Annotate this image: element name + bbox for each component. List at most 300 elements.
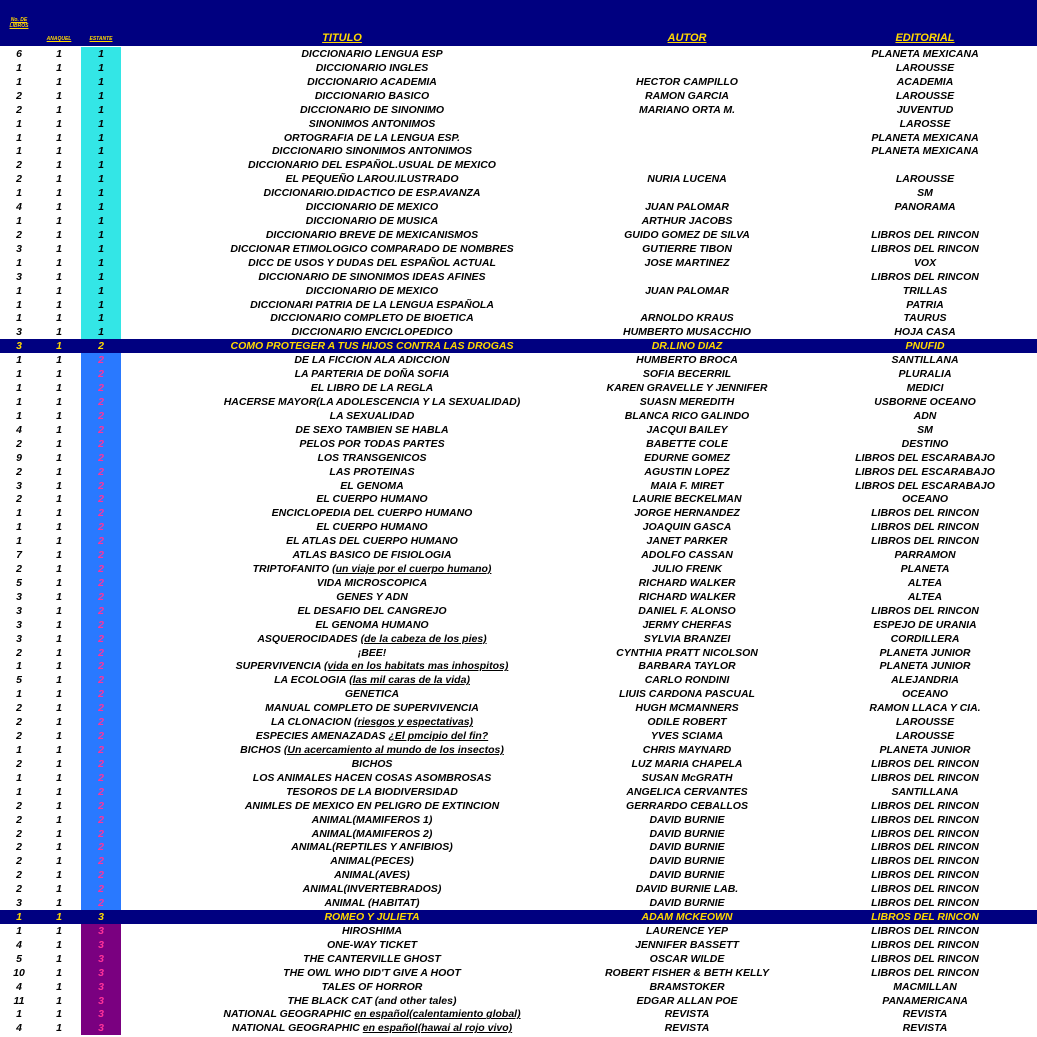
cell-no-libros: 2 <box>16 437 22 450</box>
table-row <box>0 1021 1037 1035</box>
cell-editorial: LIBROS DEL RINCON <box>871 270 979 283</box>
cell-titulo: EL GENOMA <box>340 479 404 492</box>
cell-autor <box>560 270 814 284</box>
table-row <box>0 311 1037 325</box>
table-row <box>0 729 1037 743</box>
table-row <box>0 89 1037 103</box>
cell-autor <box>560 298 814 312</box>
cell-no-libros: 1 <box>16 75 22 88</box>
cell-estante: 3 <box>81 1021 121 1035</box>
cell-editorial: TAURUS <box>903 312 947 325</box>
cell-editorial: PLURALIA <box>898 368 952 381</box>
cell-editorial: ALTEA <box>907 576 943 589</box>
cell-editorial: LIBROS DEL RINCON <box>871 521 979 534</box>
cell-estante: 2 <box>81 395 121 409</box>
cell-no-libros: 3 <box>16 632 22 645</box>
cell-estante: 2 <box>81 353 121 367</box>
cell-estante: 3 <box>81 994 121 1008</box>
cell-autor: ANGELICA CERVANTES <box>626 785 748 798</box>
cell-anaquel: 1 <box>56 1022 62 1035</box>
cell-no-libros: 4 <box>16 1022 22 1035</box>
cell-no-libros: 2 <box>16 716 22 729</box>
table-row <box>0 103 1037 117</box>
cell-autor: JANET PARKER <box>646 535 728 548</box>
cell-anaquel: 1 <box>56 632 62 645</box>
cell-autor: JOSE MARTINEZ <box>644 256 730 269</box>
cell-anaquel: 1 <box>56 312 62 325</box>
cell-anaquel: 1 <box>56 604 62 617</box>
cell-no-libros: 1 <box>16 1008 22 1021</box>
cell-no-libros: 4 <box>16 201 22 214</box>
cell-titulo: DICCIONARIO DE SINONIMO <box>299 103 445 116</box>
cell-estante: 2 <box>81 896 121 910</box>
cell-autor: BARBARA TAYLOR <box>638 660 736 673</box>
cell-autor: ADOLFO CASSAN <box>641 549 733 562</box>
cell-editorial: PLANETA MEXICANA <box>871 145 979 158</box>
header-anaquel: ANAQUEL <box>46 36 72 42</box>
cell-titulo: ANIMAL(MAMIFEROS 1) <box>311 813 433 826</box>
cell-estante: 1 <box>81 325 121 339</box>
cell-estante: 2 <box>81 757 121 771</box>
cell-anaquel: 1 <box>56 785 62 798</box>
cell-no-libros: 1 <box>16 744 22 756</box>
cell-titulo: ONE-WAY TICKET <box>326 938 418 951</box>
cell-no-libros: 2 <box>16 827 22 840</box>
table-row <box>0 353 1037 367</box>
cell-editorial: REVISTA <box>902 1022 948 1035</box>
cell-no-libros: 1 <box>16 61 22 74</box>
cell-estante: 2 <box>81 646 121 660</box>
cell-estante: 2 <box>81 548 121 562</box>
cell-autor: BLANCA RICO GALINDO <box>624 409 750 422</box>
cell-anaquel: 1 <box>56 382 62 395</box>
cell-no-libros: 2 <box>16 159 22 172</box>
table-row <box>0 673 1037 687</box>
cell-titulo: DE SEXO TAMBIEN SE HABLA <box>295 423 449 436</box>
cell-estante: 2 <box>81 409 121 423</box>
cell-autor: DAVID BURNIE LAB. <box>635 883 739 896</box>
cell-editorial: SM <box>917 423 933 436</box>
cell-no-libros: 1 <box>16 507 22 520</box>
cell-titulo: EL DESAFIO DEL CANGREJO <box>297 604 447 617</box>
table-row <box>0 743 1037 757</box>
cell-anaquel: 1 <box>56 117 62 130</box>
cell-no-libros: 10 <box>13 966 25 979</box>
cell-no-libros: 2 <box>16 883 22 896</box>
table-row <box>0 395 1037 409</box>
table-row <box>0 270 1037 284</box>
cell-estante: 3 <box>81 924 121 938</box>
cell-no-libros: 2 <box>16 465 22 478</box>
cell-editorial: DESTINO <box>901 437 949 450</box>
cell-estante: 2 <box>81 492 121 506</box>
table-row <box>0 451 1037 465</box>
cell-titulo: ANIMAL(INVERTEBRADOS) <box>302 883 442 896</box>
cell-estante: 3 <box>81 952 121 966</box>
cell-no-libros: 2 <box>16 228 22 241</box>
cell-anaquel: 1 <box>56 799 62 812</box>
cell-titulo: TESOROS DE LA BIODIVERSIDAD <box>286 785 458 798</box>
cell-anaquel: 1 <box>56 660 62 673</box>
table-row <box>0 562 1037 576</box>
cell-anaquel: 1 <box>56 173 62 186</box>
cell-estante: 3 <box>81 938 121 952</box>
cell-editorial: PNUFID <box>905 340 945 353</box>
cell-autor: DANIEL F. ALONSO <box>638 604 736 617</box>
cell-no-libros: 1 <box>16 256 22 269</box>
cell-autor: DAVID BURNIE <box>649 841 725 854</box>
cell-no-libros: 1 <box>16 382 22 395</box>
cell-estante: 2 <box>81 618 121 632</box>
cell-no-libros: 3 <box>16 242 22 255</box>
cell-editorial: LIBROS DEL RINCON <box>871 771 979 784</box>
cell-no-libros: 1 <box>16 312 22 325</box>
cell-estante: 2 <box>81 840 121 854</box>
cell-editorial: JUVENTUD <box>896 103 954 116</box>
cell-titulo: DICCIONARIO INGLES <box>315 61 429 74</box>
cell-titulo: HIROSHIMA <box>341 924 403 937</box>
cell-no-libros: 1 <box>16 771 22 784</box>
cell-autor: DAVID BURNIE <box>649 813 725 826</box>
cell-autor: OSCAR WILDE <box>649 952 725 965</box>
cell-autor: JACQUI BAILEY <box>646 423 728 436</box>
cell-no-libros: 4 <box>16 980 22 993</box>
cell-titulo: SUPERVIVENCIA (vida en los habitats mas inhospitos) <box>235 660 509 673</box>
cell-no-libros: 1 <box>16 187 22 200</box>
cell-estante: 2 <box>81 381 121 395</box>
cell-no-libros: 1 <box>16 409 22 422</box>
cell-editorial: ACADEMIA <box>896 75 954 88</box>
cell-titulo-subtitle: (un viaje por el cuerpo humano) <box>332 563 492 576</box>
cell-editorial: PARRAMON <box>894 549 956 562</box>
cell-titulo: DICCIONARIO.DIDACTICO DE ESP.AVANZA <box>263 187 481 200</box>
cell-anaquel: 1 <box>56 48 62 60</box>
cell-anaquel: 1 <box>56 771 62 784</box>
header-estante: ESTANTE <box>89 36 113 42</box>
cell-no-libros: 9 <box>16 451 22 464</box>
cell-no-libros: 3 <box>16 326 22 339</box>
cell-titulo: ANIMAL(REPTILES Y ANFIBIOS) <box>291 841 453 854</box>
cell-anaquel: 1 <box>56 966 62 979</box>
table-row <box>0 590 1037 604</box>
cell-editorial: PLANETA MEXICANA <box>871 131 979 144</box>
cell-anaquel: 1 <box>56 590 62 603</box>
table-row <box>0 980 1037 994</box>
cell-anaquel: 1 <box>56 855 62 868</box>
cell-titulo-subtitle: en español(calentamiento global) <box>354 1008 521 1021</box>
cell-titulo: DICCIONARIO BASICO <box>314 89 430 102</box>
header-titulo: TITULO <box>322 32 362 44</box>
cell-anaquel: 1 <box>56 813 62 826</box>
cell-editorial: SM <box>917 187 933 200</box>
table-row <box>0 325 1037 339</box>
cell-estante: 1 <box>81 256 121 270</box>
cell-anaquel: 1 <box>56 131 62 144</box>
cell-no-libros: 2 <box>16 493 22 506</box>
cell-autor: JENNIFER BASSETT <box>635 938 739 951</box>
cell-estante: 3 <box>81 966 121 980</box>
cell-anaquel: 1 <box>56 883 62 896</box>
cell-no-libros: 4 <box>16 423 22 436</box>
cell-titulo: DICCIONAR ETIMOLOGICO COMPARADO DE NOMBRES <box>230 242 514 255</box>
cell-estante: 1 <box>81 200 121 214</box>
cell-autor: NURIA LUCENA <box>647 173 727 186</box>
cell-autor: SOFIA BECERRIL <box>642 368 732 381</box>
cell-no-libros: 1 <box>16 131 22 144</box>
cell-no-libros: 2 <box>16 869 22 882</box>
cell-autor: MAIA F. MIRET <box>650 479 724 492</box>
cell-estante: 2 <box>81 437 121 451</box>
table-row <box>0 715 1037 729</box>
cell-titulo: DICCIONARIO DE SINONIMOS IDEAS AFINES <box>258 270 486 283</box>
cell-estante: 3 <box>81 1007 121 1021</box>
cell-titulo: DICCIONARI PATRIA DE LA LENGUA ESPAÑOLA <box>250 298 494 311</box>
cell-anaquel: 1 <box>56 61 62 74</box>
cell-no-libros: 2 <box>16 702 22 715</box>
table-row <box>0 520 1037 534</box>
cell-titulo: THE BLACK CAT (and other tales) <box>287 994 457 1007</box>
cell-autor: ADAM MCKEOWN <box>641 911 733 924</box>
cell-editorial: TRILLAS <box>902 284 948 297</box>
cell-titulo: DICCIONARIO DE MEXICO <box>305 284 439 297</box>
cell-titulo: COMO PROTEGER A TUS HIJOS CONTRA LAS DROGAS <box>230 340 514 353</box>
table-row <box>0 938 1037 952</box>
table-row <box>0 214 1037 228</box>
cell-titulo: ANIMAL(MAMIFEROS 2) <box>311 827 433 840</box>
cell-editorial: PATRIA <box>906 298 944 311</box>
table-row <box>0 757 1037 771</box>
cell-no-libros: 2 <box>16 646 22 659</box>
cell-editorial: PANORAMA <box>894 201 956 214</box>
cell-autor: JORGE HERNANDEZ <box>634 507 740 520</box>
cell-estante: 1 <box>81 311 121 325</box>
cell-no-libros: 2 <box>16 841 22 854</box>
cell-autor: EDGAR ALLAN POE <box>636 994 738 1007</box>
table-row <box>0 701 1037 715</box>
cell-no-libros: 3 <box>16 590 22 603</box>
table-row <box>0 47 1037 61</box>
cell-no-libros: 2 <box>16 855 22 868</box>
cell-autor: AGUSTIN LOPEZ <box>644 465 730 478</box>
header-no-libros: No. DE LIBROS <box>9 17 29 29</box>
cell-autor: SYLVIA BRANZEI <box>643 632 731 645</box>
cell-editorial: OCEANO <box>901 688 949 701</box>
cell-estante: 1 <box>81 172 121 186</box>
cell-no-libros: 1 <box>16 924 22 937</box>
cell-autor <box>560 61 814 75</box>
cell-autor: JUAN PALOMAR <box>645 284 729 297</box>
cell-titulo: ORTOGRAFIA DE LA LENGUA ESP. <box>283 131 461 144</box>
cell-estante: 3 <box>98 911 104 924</box>
table-row <box>0 576 1037 590</box>
cell-autor: JERMY CHERFAS <box>642 618 732 631</box>
cell-editorial: LIBROS DEL RINCON <box>871 952 979 965</box>
cell-estante: 1 <box>81 117 121 131</box>
cell-anaquel: 1 <box>56 423 62 436</box>
table-row <box>0 966 1037 980</box>
cell-anaquel: 1 <box>56 201 62 214</box>
table-row <box>0 827 1037 841</box>
cell-titulo: ATLAS BASICO DE FISIOLOGIA <box>292 549 452 562</box>
table-row <box>0 840 1037 854</box>
cell-editorial: LIBROS DEL RINCON <box>871 841 979 854</box>
cell-anaquel: 1 <box>56 938 62 951</box>
cell-titulo: DICCIONARIO BREVE DE MEXICANISMOS <box>265 228 479 241</box>
cell-titulo: LA SEXUALIDAD <box>329 409 415 422</box>
cell-autor <box>560 47 814 61</box>
cell-no-libros: 1 <box>16 660 22 673</box>
cell-estante: 2 <box>81 827 121 841</box>
cell-anaquel: 1 <box>56 75 62 88</box>
cell-estante: 2 <box>81 659 121 673</box>
cell-anaquel: 1 <box>56 563 62 576</box>
table-row <box>0 479 1037 493</box>
table-row <box>0 158 1037 172</box>
cell-anaquel: 1 <box>56 827 62 840</box>
cell-anaquel: 1 <box>56 187 62 200</box>
table-row <box>0 910 1037 924</box>
cell-autor: CARLO RONDINI <box>644 674 730 687</box>
cell-anaquel: 1 <box>56 451 62 464</box>
cell-titulo-subtitle: en español(hawai al rojo vivo) <box>362 1022 513 1035</box>
cell-no-libros: 2 <box>16 103 22 116</box>
table-row <box>0 131 1037 145</box>
cell-anaquel: 1 <box>56 841 62 854</box>
table-row <box>0 994 1037 1008</box>
cell-estante: 1 <box>81 270 121 284</box>
table-row <box>0 465 1037 479</box>
cell-autor: LAURIE BECKELMAN <box>632 493 742 506</box>
cell-no-libros: 1 <box>16 354 22 367</box>
cell-titulo: EL PEQUEÑO LAROU.ILUSTRADO <box>285 173 459 186</box>
cell-titulo: EL CUERPO HUMANO <box>316 493 428 506</box>
cell-estante: 2 <box>81 506 121 520</box>
cell-no-libros: 5 <box>16 674 22 687</box>
cell-titulo: VIDA MICROSCOPICA <box>316 576 428 589</box>
table-row <box>0 437 1037 451</box>
cell-titulo: LA PARTERIA DE DOÑA SOFIA <box>294 368 450 381</box>
cell-no-libros: 1 <box>16 215 22 228</box>
cell-titulo: DICCIONARIO ENCICLOPEDICO <box>291 326 453 339</box>
cell-estante: 1 <box>81 298 121 312</box>
cell-editorial: ALEJANDRIA <box>891 674 959 687</box>
cell-anaquel: 1 <box>56 576 62 589</box>
cell-editorial: LIBROS DEL RINCON <box>871 938 979 951</box>
table-row <box>0 534 1037 548</box>
cell-editorial: MEDICI <box>906 382 944 395</box>
cell-autor: GUIDO GOMEZ DE SILVA <box>624 228 750 241</box>
cell-titulo: TRIPTOFANITO (un viaje por el cuerpo humano) <box>252 563 492 576</box>
cell-editorial: LIBROS DEL RINCON <box>871 228 979 241</box>
cell-anaquel: 1 <box>56 368 62 381</box>
table-row <box>0 548 1037 562</box>
cell-autor: BABETTE COLE <box>646 437 728 450</box>
cell-no-libros: 2 <box>16 89 22 102</box>
cell-editorial: LIBROS DEL RINCON <box>871 827 979 840</box>
cell-anaquel: 1 <box>56 340 62 353</box>
cell-estante: 1 <box>81 103 121 117</box>
cell-no-libros: 1 <box>16 298 22 311</box>
cell-estante: 2 <box>81 590 121 604</box>
cell-estante: 2 <box>81 785 121 799</box>
cell-no-libros: 1 <box>16 396 22 408</box>
cell-anaquel: 1 <box>56 980 62 993</box>
cell-anaquel: 1 <box>56 242 62 255</box>
cell-editorial: SANTILLANA <box>891 354 959 367</box>
cell-estante: 2 <box>81 479 121 493</box>
cell-anaquel: 1 <box>56 716 62 729</box>
cell-no-libros: 7 <box>16 549 22 562</box>
table-row <box>0 117 1037 131</box>
cell-anaquel: 1 <box>56 228 62 241</box>
cell-editorial: RAMON LLACA Y CIA. <box>869 702 981 715</box>
header-autor: AUTOR <box>667 32 707 44</box>
cell-editorial: LIBROS DEL RINCON <box>871 507 979 520</box>
cell-autor: YVES SCIAMA <box>650 730 724 743</box>
cell-estante: 2 <box>81 882 121 896</box>
cell-autor: JOAQUIN GASCA <box>642 521 732 534</box>
cell-editorial: LAROSSE <box>899 117 951 130</box>
cell-titulo: ¡BEE! <box>357 646 387 659</box>
cell-editorial: LIBROS DEL ESCARABAJO <box>855 479 995 492</box>
cell-editorial: PANAMERICANA <box>882 994 968 1007</box>
cell-editorial: ESPEJO DE URANIA <box>873 618 977 631</box>
cell-titulo: GENES Y ADN <box>336 590 408 603</box>
cell-anaquel: 1 <box>56 103 62 116</box>
cell-no-libros: 5 <box>16 952 22 965</box>
cell-estante: 1 <box>81 89 121 103</box>
cell-editorial: LIBROS DEL RINCON <box>871 799 979 812</box>
cell-estante: 2 <box>81 604 121 618</box>
cell-anaquel: 1 <box>56 911 62 924</box>
table-row <box>0 75 1037 89</box>
cell-editorial: VOX <box>913 256 937 269</box>
cell-autor: KAREN GRAVELLE Y JENNIFER <box>606 382 768 395</box>
table-row <box>0 799 1037 813</box>
cell-titulo: LA CLONACION (riesgos y espectativas) <box>270 716 474 729</box>
cell-no-libros: 2 <box>16 730 22 743</box>
cell-no-libros: 6 <box>16 48 22 60</box>
cell-estante: 2 <box>81 562 121 576</box>
cell-no-libros: 1 <box>16 785 22 798</box>
cell-anaquel: 1 <box>56 730 62 743</box>
table-row <box>0 61 1037 75</box>
cell-anaquel: 1 <box>56 270 62 283</box>
cell-estante: 2 <box>81 367 121 381</box>
cell-no-libros: 1 <box>16 368 22 381</box>
cell-estante: 2 <box>81 534 121 548</box>
cell-titulo: ENCICLOPEDIA DEL CUERPO HUMANO <box>271 507 473 520</box>
cell-anaquel: 1 <box>56 952 62 965</box>
table-row <box>0 952 1037 966</box>
cell-editorial: LIBROS DEL RINCON <box>871 813 979 826</box>
cell-editorial: LIBROS DEL RINCON <box>871 242 979 255</box>
table-row <box>0 604 1037 618</box>
cell-autor: ARTHUR JACOBS <box>641 215 733 228</box>
cell-no-libros: 11 <box>13 994 25 1007</box>
cell-no-libros: 1 <box>16 284 22 297</box>
cell-autor: REVISTA <box>664 1022 710 1035</box>
cell-autor: LUZ MARIA CHAPELA <box>631 757 743 770</box>
cell-editorial: LIBROS DEL RINCON <box>871 911 979 924</box>
cell-titulo: MANUAL COMPLETO DE SUPERVIVENCIA <box>265 702 479 715</box>
cell-anaquel: 1 <box>56 618 62 631</box>
cell-estante: 1 <box>81 284 121 298</box>
cell-editorial: LIBROS DEL RINCON <box>871 757 979 770</box>
cell-autor: GERRARDO CEBALLOS <box>626 799 748 812</box>
cell-no-libros: 5 <box>16 576 22 589</box>
table-row <box>0 381 1037 395</box>
